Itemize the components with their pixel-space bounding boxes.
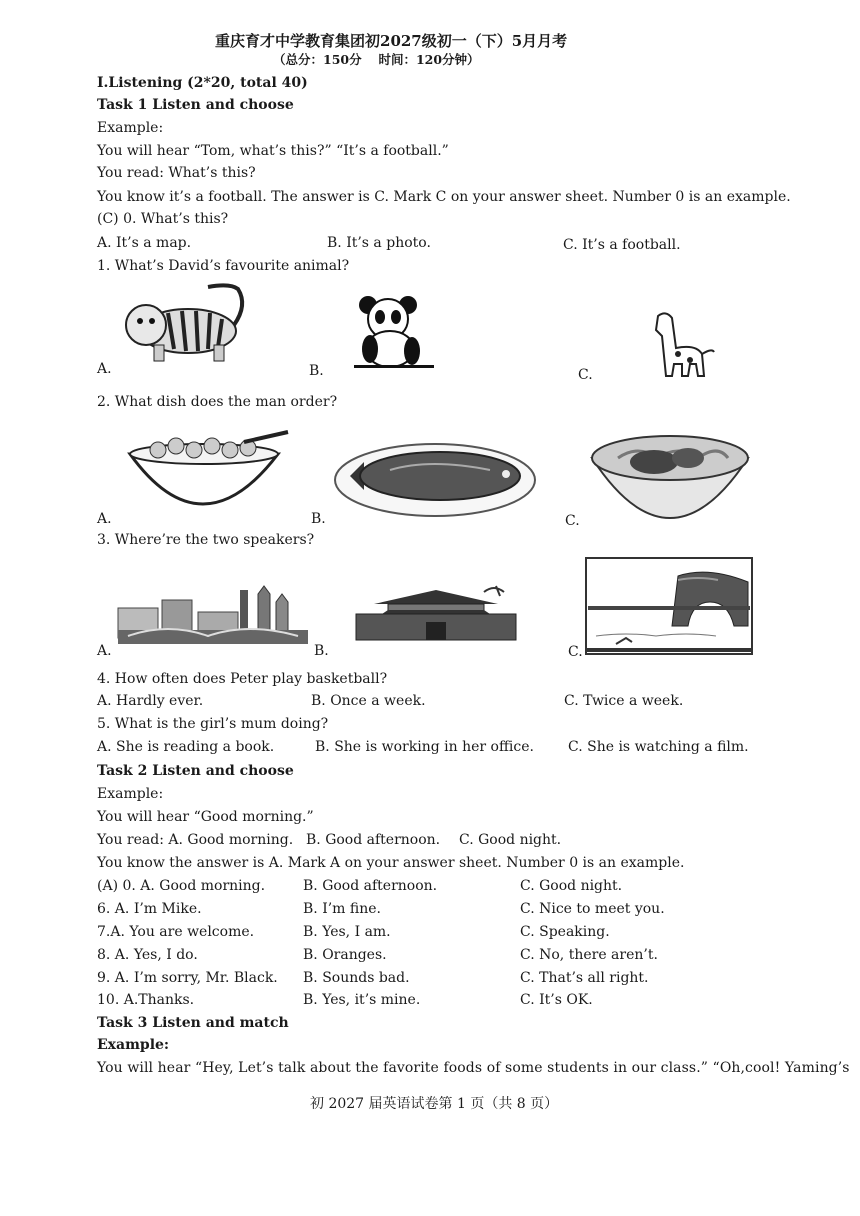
question-2: 2. What dish does the man order? — [97, 394, 338, 410]
task2-row4-a: 9. A. I’m sorry, Mr. Black. — [97, 970, 278, 986]
task1-heading: Task 1 Listen and choose — [97, 97, 294, 113]
q1-label-c: C. — [578, 367, 593, 383]
task2-row4-b: B. Sounds bad. — [303, 970, 410, 986]
q5-option-b: B. She is working in her office. — [315, 739, 534, 755]
task2-heading: Task 2 Listen and choose — [97, 763, 294, 779]
question-5: 5. What is the girl’s mum doing? — [97, 716, 329, 732]
q3-label-a: A. — [97, 643, 112, 659]
task1-example-label: Example: — [97, 120, 164, 136]
exam-title: 重庆育才中学教育集团初2027级初一（下）5月月考 — [215, 32, 568, 50]
task1-example-read: You read: What’s this? — [97, 165, 256, 181]
q1-label-a: A. — [97, 361, 112, 377]
question-1: 1. What’s David’s favourite animal? — [97, 258, 350, 274]
task2-row2-c: C. Speaking. — [520, 924, 610, 940]
q5-option-c: C. She is watching a film. — [568, 739, 749, 755]
task2-row1-c: C. Nice to meet you. — [520, 901, 665, 917]
q3-label-c: C. — [568, 644, 583, 660]
task2-row1-b: B. I’m fine. — [303, 901, 381, 917]
section-listening-heading: Ⅰ.Listening (2*20, total 40) — [97, 75, 308, 91]
task2-row5-a: 10. A.Thanks. — [97, 992, 195, 1008]
q2-label-a: A. — [97, 511, 112, 527]
task3-example-hear: You will hear “Hey, Let’s talk about the favorite foods of some students in our class.” “Oh,cool! Yaming’s — [97, 1060, 850, 1076]
lake-bridge-image — [586, 558, 752, 654]
q0-option-b: B. It’s a photo. — [327, 235, 431, 251]
task2-row2-a: 7.A. You are welcome. — [97, 924, 255, 940]
exam-subtitle: （总分：150分 时间：120分钟） — [273, 52, 480, 67]
q4-option-b: B. Once a week. — [311, 693, 426, 709]
q3-label-b: B. — [314, 643, 329, 659]
task2-row0-c: C. Good night. — [520, 878, 623, 894]
q0-option-a: A. It’s a map. — [97, 235, 192, 251]
task2-example-know: You know the answer is A. Mark A on your answer sheet. Number 0 is an example. — [97, 855, 685, 871]
task2-row0-a: (A) 0. A. Good morning. — [97, 878, 266, 894]
panda-image — [354, 295, 434, 370]
giraffe-image — [648, 310, 718, 380]
task2-example-hear: You will hear “Good morning.” — [97, 809, 314, 825]
task2-row4-c: C. That’s all right. — [520, 970, 649, 986]
task1-example-hear: You will hear “Tom, what’s this?” “It’s a football.” — [97, 143, 449, 159]
task3-heading: Task 3 Listen and match — [97, 1015, 289, 1031]
question-0: (C) 0. What’s this? — [97, 211, 229, 227]
q5-option-a: A. She is reading a book. — [97, 739, 275, 755]
q2-label-c: C. — [565, 513, 580, 529]
task2-row5-c: C. It’s OK. — [520, 992, 593, 1008]
question-4: 4. How often does Peter play basketball? — [97, 671, 388, 687]
task2-row5-b: B. Yes, it’s mine. — [303, 992, 421, 1008]
task2-row2-b: B. Yes, I am. — [303, 924, 391, 940]
task2-row1-a: 6. A. I’m Mike. — [97, 901, 202, 917]
task2-read-c: C. Good night. — [459, 832, 562, 848]
task2-row3-a: 8. A. Yes, I do. — [97, 947, 198, 963]
city-skyline-image — [118, 586, 308, 648]
task2-example-label: Example: — [97, 786, 164, 802]
task2-row3-c: C. No, there aren’t. — [520, 947, 658, 963]
task2-read-a: You read: A. Good morning. — [97, 832, 294, 848]
task2-read-b: B. Good afternoon. — [306, 832, 441, 848]
fish-plate-image — [330, 440, 540, 522]
task2-row3-b: B. Oranges. — [303, 947, 387, 963]
page-footer: 初 2027 届英语试卷第 1 页（共 8 页） — [310, 1096, 559, 1112]
q4-option-a: A. Hardly ever. — [97, 693, 204, 709]
noodle-bowl-image — [588, 428, 753, 518]
q4-option-c: C. Twice a week. — [564, 693, 684, 709]
q0-option-c: C. It’s a football. — [563, 237, 681, 253]
question-3: 3. Where’re the two speakers? — [97, 532, 315, 548]
task1-example-know: You know it’s a football. The answer is C. Mark C on your answer sheet. Number 0 is an example. — [97, 189, 791, 205]
q2-label-b: B. — [311, 511, 326, 527]
task3-example-label: Example: — [97, 1037, 170, 1053]
tiananmen-image — [356, 584, 516, 642]
task2-row0-b: B. Good afternoon. — [303, 878, 438, 894]
q1-label-b: B. — [309, 363, 324, 379]
tiger-image — [118, 283, 248, 368]
dumpling-bowl-image — [128, 432, 293, 504]
